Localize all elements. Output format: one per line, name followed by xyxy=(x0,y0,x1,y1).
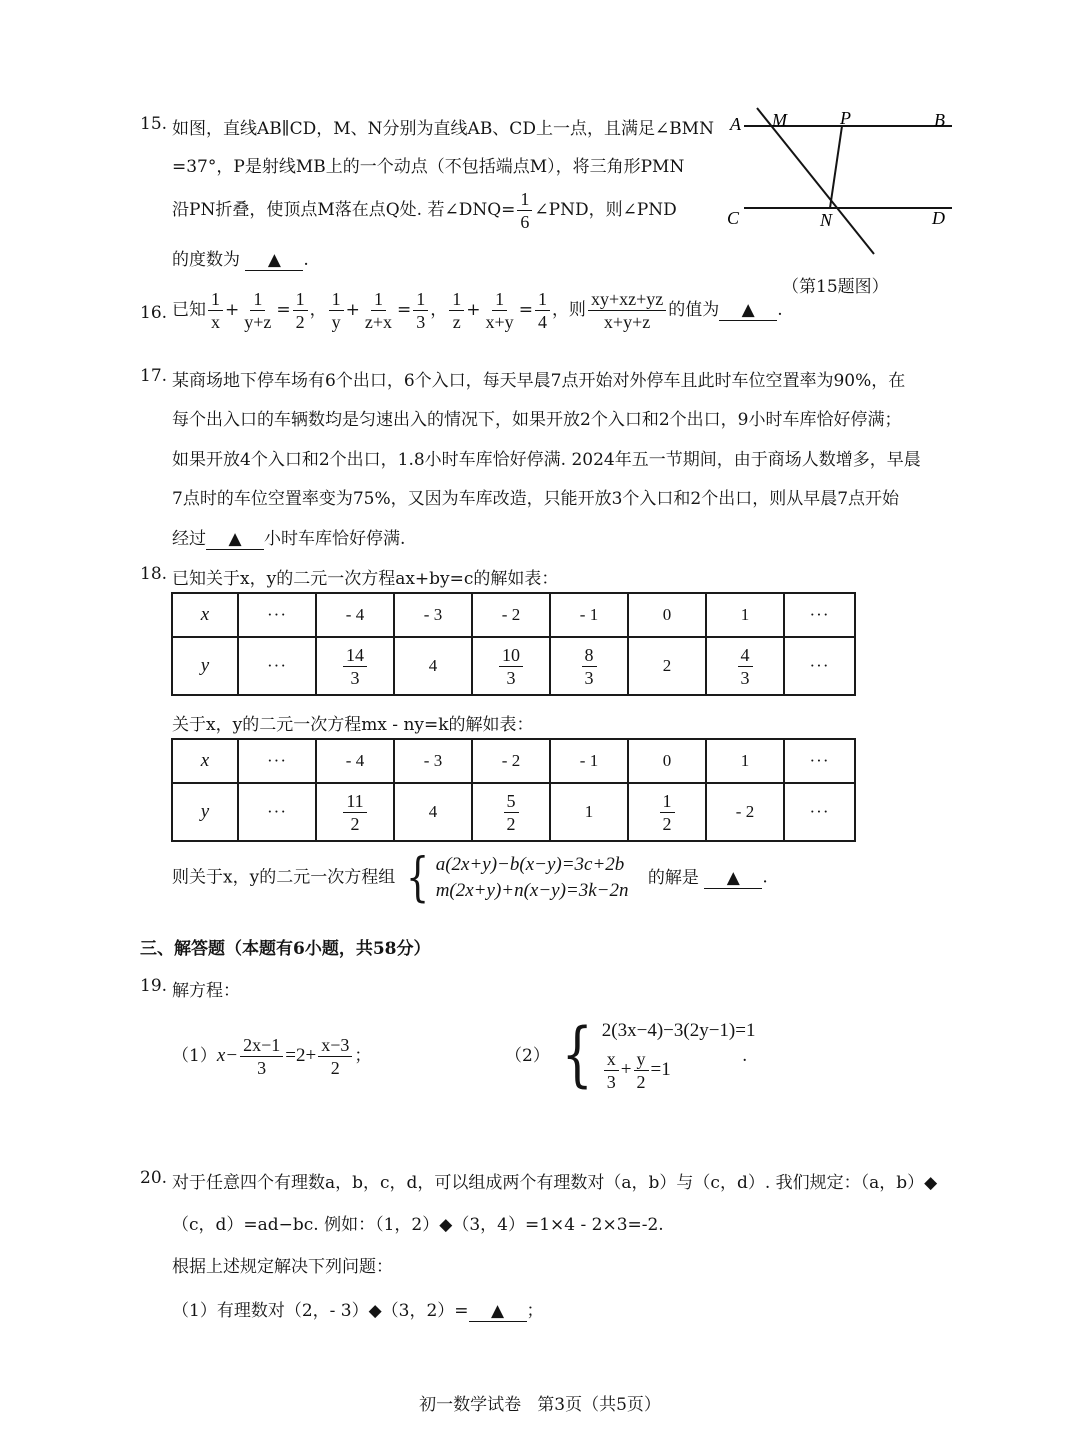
q16-r3-num: 1 xyxy=(535,288,550,311)
t1-y-cell xyxy=(472,637,550,695)
q18-table2 xyxy=(171,738,856,842)
q15-line4 xyxy=(172,245,309,271)
q18-system-line xyxy=(172,848,768,908)
q19-p2-f1-num: x xyxy=(604,1048,619,1071)
q17-line4: 7点时的车位空置率变为75%，又因为车库改造，只能开放3个入口和2个出口，则从早晨7点开始 xyxy=(172,489,900,509)
q15-frac-den: 6 xyxy=(520,212,530,232)
t1-x-cell: 0 xyxy=(628,593,706,637)
q16-r3 xyxy=(535,288,550,333)
q16-f1-num: 1 xyxy=(208,288,223,311)
q16-h1 xyxy=(449,288,464,333)
q18-intro1: 已知关于x，y的二元一次方程ax+by=c的解如表： xyxy=(172,569,559,589)
q17-line2: 每个出入口的车辆数均是匀速出入的情况下，如果开放2个入口和2个出口，9小时车库恰好停满； xyxy=(172,410,902,430)
q15-line1: 如图，直线AB∥CD，M、N分别为直线AB、CD上一点，且满足∠BMN xyxy=(172,119,714,139)
q18-number: 18. xyxy=(140,564,168,584)
t2-y-num: 1 xyxy=(660,790,675,813)
t1-y-den: 3 xyxy=(350,667,360,688)
q16-g1-num: 1 xyxy=(329,288,344,311)
label-b: B xyxy=(934,110,945,130)
q19-part1 xyxy=(172,1034,371,1079)
t2-x-label: x xyxy=(172,739,238,783)
q17-line1: 某商场地下停车场有6个出口，6个入口，每天早晨7点开始对外停车且此时车位空置率为90%，在 xyxy=(172,371,906,391)
t2-y-den: 2 xyxy=(506,813,516,834)
t1-y-cell xyxy=(706,637,784,695)
q15-line2: =37°，P是射线MB上的一个动点（不包括端点M），将三角形PMN xyxy=(172,157,685,177)
q15-fraction xyxy=(517,188,532,233)
q20-line3: 根据上述规定解决下列问题： xyxy=(172,1257,393,1277)
t2-x-cell: 0 xyxy=(628,739,706,783)
q19-p2-row1: 2(3x−4)−3(2y−1)=1 xyxy=(601,1020,756,1041)
q20-line2: （c，d）=ad−bc. 例如：（1，2）◆（3，4）=1×4 - 2×3=-2. xyxy=(172,1215,664,1235)
t2-y-den: 2 xyxy=(350,813,360,834)
q20-line1: 对于任意四个有理数a，b，c，d，可以组成两个有理数对（a，b）与（c，d）. 我们规定：（a，b）◆ xyxy=(172,1173,938,1193)
q19-prompt: 解方程： xyxy=(172,981,240,1001)
t1-x-cell: - 4 xyxy=(316,593,394,637)
q20-line4b: ； xyxy=(526,1301,544,1321)
q16-target-den: x+y+z xyxy=(603,312,651,332)
q18-table1 xyxy=(171,592,856,696)
q16-number: 16. xyxy=(140,303,168,323)
q19-p1-f1 xyxy=(240,1034,283,1079)
t2-x-cell: - 4 xyxy=(316,739,394,783)
q16-h2 xyxy=(483,288,517,333)
q19-p1-f1-den: 3 xyxy=(257,1058,267,1078)
q19-p2-label: （2） xyxy=(505,1046,550,1066)
t1-y-cell xyxy=(550,637,628,695)
q16-f2 xyxy=(241,288,274,333)
q16-target xyxy=(588,288,666,333)
brace-icon: { xyxy=(405,848,429,908)
q17-number: 17. xyxy=(140,366,168,386)
q16-r1-den: 2 xyxy=(295,312,305,332)
t1-y-cell xyxy=(316,637,394,695)
q20-answer-blank: ▲ xyxy=(469,1301,527,1322)
t2-x-cell: - 2 xyxy=(472,739,550,783)
q16-target-num: xy+xz+yz xyxy=(588,288,666,311)
t1-y-label: y xyxy=(172,637,238,695)
q19-p1-mid: =2+ xyxy=(285,1045,317,1066)
q19-part2 xyxy=(505,1014,755,1093)
t2-x-cell: - 3 xyxy=(394,739,472,783)
q17-line5a: 经过 xyxy=(172,529,206,549)
q16-line: 已知 $\frac{1}{x}$ + $\frac{1}{y+z}$ = $\frac{1}{2}$ ， $\frac{1}{y}$ + $\frac{1}{z+x}$ = $\frac{1}{3}$ ， $\frac{1}{z}$ + $\frac{1}{x+y}$ = $\frac{1}{4}$ ，则 $\frac{xy+xz+yz}{x+y+z}$ 的值为 ▲ . xyxy=(172,289,783,332)
q16-r2 xyxy=(413,288,428,333)
q16-r1 xyxy=(293,288,308,333)
t1-y-cell: 2 xyxy=(628,637,706,695)
q19-p1-f2 xyxy=(318,1034,352,1079)
t1-y-num: 8 xyxy=(582,644,597,667)
q20-number: 20. xyxy=(140,1168,168,1188)
q17-line5b: 小时车库恰好停满. xyxy=(264,529,406,549)
q19-p2-eq: =1 xyxy=(650,1058,671,1080)
q18-system-row1: a(2x+y)−b(x−y)=3c+2b xyxy=(435,854,625,875)
q16-h1-num: 1 xyxy=(449,288,464,311)
q17-answer-blank: ▲ xyxy=(206,529,264,550)
q16-g2-den: z+x xyxy=(364,312,393,332)
q19-number: 19. xyxy=(140,976,168,996)
q15-number: 15. xyxy=(140,114,168,134)
t1-x-label: x xyxy=(172,593,238,637)
t1-y-cell: ··· xyxy=(238,637,316,695)
q18-end: . xyxy=(762,867,768,888)
q20-line4a: （1）有理数对（2，- 3）◆（3，2）= xyxy=(172,1301,469,1321)
t2-y-cell: ··· xyxy=(238,783,316,841)
label-n: N xyxy=(820,210,833,230)
section3-title: 三、解答题（本题有6小题，共58分） xyxy=(140,939,431,959)
q16-r1-num: 1 xyxy=(293,288,308,311)
q16-g1-den: y xyxy=(331,312,341,332)
label-m: M xyxy=(772,110,787,130)
t1-y-den: 3 xyxy=(584,667,594,688)
t2-y-num: 5 xyxy=(504,790,519,813)
q19-p1-f1-num: 2x−1 xyxy=(240,1034,283,1057)
t2-y-num: 11 xyxy=(343,790,366,813)
q19-p1-f2-num: x−3 xyxy=(318,1034,352,1057)
q16-end: . xyxy=(777,300,783,320)
q19-p2-f1-den: 3 xyxy=(606,1072,616,1092)
t1-x-cell: ··· xyxy=(238,593,316,637)
t2-x-cell: - 1 xyxy=(550,739,628,783)
label-p: P xyxy=(840,108,851,128)
q16-r2-num: 1 xyxy=(413,288,428,311)
q20-line4 xyxy=(172,1296,544,1322)
t1-x-cell: 1 xyxy=(706,593,784,637)
t2-y-cell: - 2 xyxy=(706,783,784,841)
label-a: A xyxy=(730,114,741,134)
q17-line5 xyxy=(172,524,405,550)
q19-p2-f2-den: 2 xyxy=(636,1072,646,1092)
q16-f2-num: 1 xyxy=(250,288,265,311)
t1-y-cell: 4 xyxy=(394,637,472,695)
t1-x-cell: ··· xyxy=(784,593,855,637)
t1-y-num: 10 xyxy=(499,644,523,667)
q16-f1-den: x xyxy=(211,312,220,332)
q16-suffix: 的值为 xyxy=(668,300,720,320)
q16-g1 xyxy=(329,288,344,333)
q19-p2-row2 xyxy=(602,1048,756,1093)
t1-x-cell: - 2 xyxy=(472,593,550,637)
q19-p1-label: （1） xyxy=(172,1046,217,1066)
q19-p1-x: x− xyxy=(216,1045,239,1066)
q16-then: ，则 xyxy=(551,300,586,320)
t1-x-cell: - 1 xyxy=(550,593,628,637)
t2-y-den: 2 xyxy=(662,813,672,834)
q19-p2-end: . xyxy=(742,1046,748,1066)
q15-line3b: ∠PND，则∠PND xyxy=(534,200,677,220)
t2-x-cell: ··· xyxy=(784,739,855,783)
label-c: C xyxy=(727,208,740,228)
brace-icon: { xyxy=(561,1012,594,1095)
line-pn xyxy=(830,126,842,208)
q19-p2-system xyxy=(555,1014,755,1093)
t2-y-cell: ··· xyxy=(784,783,855,841)
t1-y-num: 14 xyxy=(343,644,367,667)
q19-p2-plus: + xyxy=(620,1058,632,1080)
q18-answer-blank: ▲ xyxy=(704,868,762,889)
q16-g2 xyxy=(362,288,395,333)
q16-r3-den: 4 xyxy=(537,312,547,332)
q16-h1-den: z xyxy=(452,312,461,332)
t2-y-cell xyxy=(316,783,394,841)
q16-answer-blank: ▲ xyxy=(719,300,777,321)
t1-y-cell: ··· xyxy=(784,637,855,695)
q18-equation-system xyxy=(401,848,629,908)
t2-y-cell: 1 xyxy=(550,783,628,841)
t2-y-label: y xyxy=(172,783,238,841)
q16-g2-num: 1 xyxy=(371,288,386,311)
q16-f1 xyxy=(208,288,223,333)
q15-line3 xyxy=(172,188,677,233)
t2-y-cell xyxy=(472,783,550,841)
q16-r2-den: 3 xyxy=(416,312,426,332)
q19-p2-f2-num: y xyxy=(634,1048,649,1071)
q18-system-row2: m(2x+y)+n(x−y)=3k−2n xyxy=(435,880,629,901)
q15-line3a: 沿PN折叠，使顶点M落在点Q处. 若∠DNQ= xyxy=(172,200,516,220)
q16-prefix: 已知 xyxy=(172,300,206,320)
q16-h2-den: x+y xyxy=(485,312,514,332)
q18-system-prefix: 则关于x，y的二元一次方程组 xyxy=(172,867,396,888)
q15-figure xyxy=(722,104,962,264)
t1-y-den: 3 xyxy=(740,667,750,688)
t2-y-cell xyxy=(628,783,706,841)
t2-y-cell: 4 xyxy=(394,783,472,841)
q16-h2-num: 1 xyxy=(492,288,507,311)
q19-p1-f2-den: 2 xyxy=(330,1058,340,1078)
t2-x-cell: ··· xyxy=(238,739,316,783)
q15-answer-blank: ▲ xyxy=(245,250,303,271)
q18-system-suffix: 的解是 xyxy=(647,867,699,888)
t2-x-cell: 1 xyxy=(706,739,784,783)
label-d: D xyxy=(932,208,945,228)
q16-f2-den: y+z xyxy=(244,312,272,332)
t1-y-den: 3 xyxy=(506,667,516,688)
t1-y-num: 4 xyxy=(738,644,753,667)
q17-line3: 如果开放4个入口和2个出口，1.8小时车库恰好停满. 2024年五一节期间，由于商场人数增多，早晨 xyxy=(172,450,921,470)
q15-figure-caption: （第15题图） xyxy=(782,277,889,297)
q15-frac-num: 1 xyxy=(517,188,532,211)
q15-line4-text: 的度数为 xyxy=(172,250,240,270)
q19-p1-end: ； xyxy=(354,1046,372,1066)
t1-x-cell: - 3 xyxy=(394,593,472,637)
q15-end: . xyxy=(303,250,309,270)
page-footer: 初一数学试卷 第3页（共5页） xyxy=(419,1395,661,1415)
q18-intro2: 关于x，y的二元一次方程mx - ny=k的解如表： xyxy=(172,715,534,735)
